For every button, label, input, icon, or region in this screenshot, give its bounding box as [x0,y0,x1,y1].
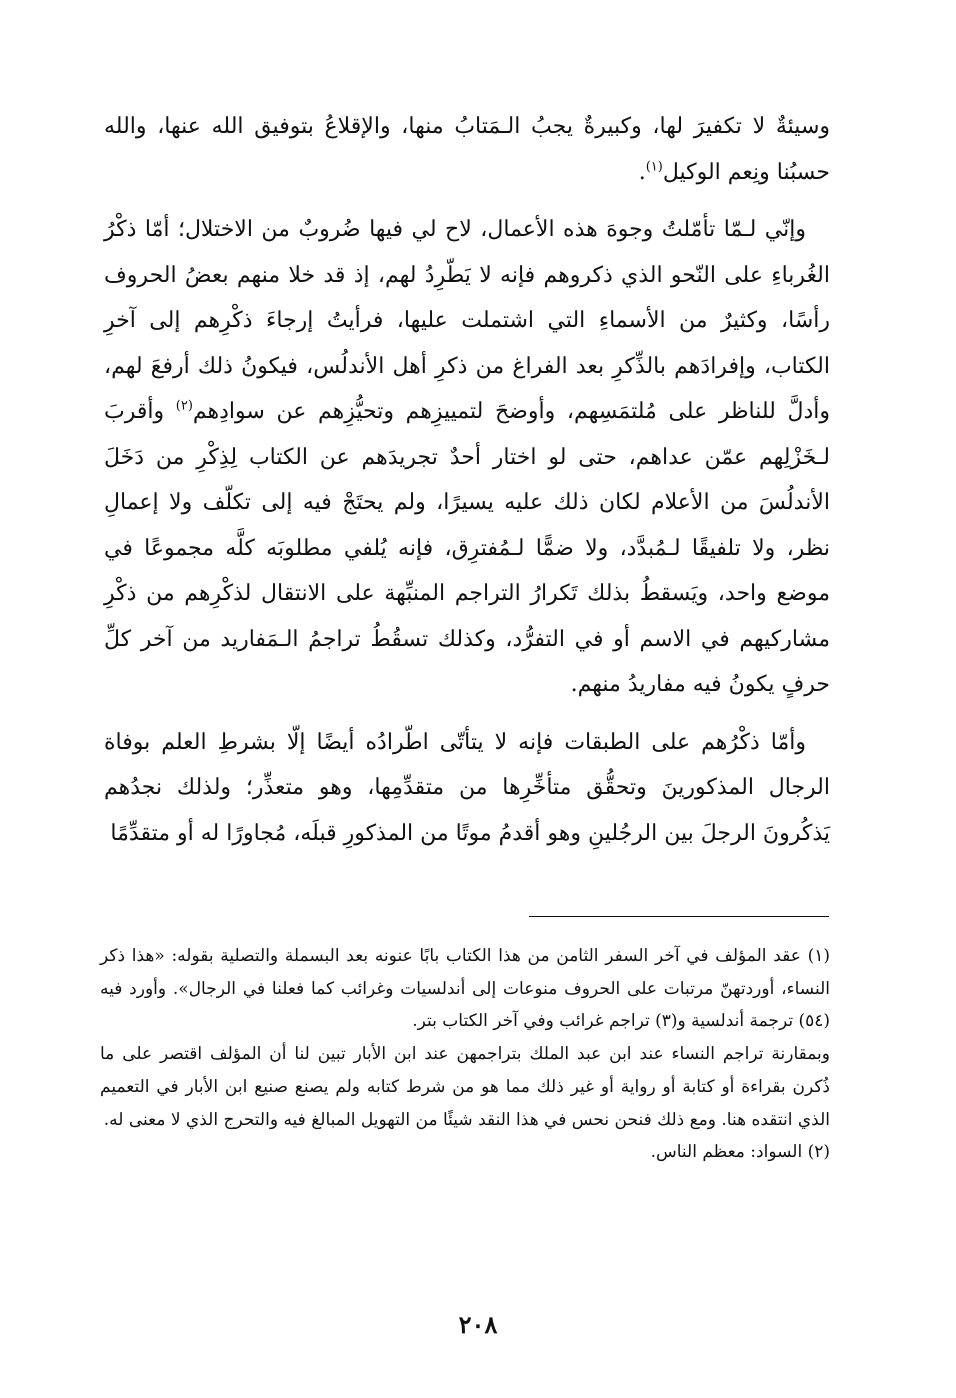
paragraph-2-text-b: وأقربَ لـخَزْلِهم عمّن عداهم، حتى لو اختار أحدٌ تجريدَهم عن الكتاب لِذِكْرِ من دَخَلَ الأندلُسَ من الأعلام لكان ذلك عليه يسيرًا، ولم يحتَجْ فيه إلى تكلّف ولا إعمالِ نظر، ولا تلفيقًا لـمُبدَّد، ولا ضمًّا لـمُفترِق، فإنه يُلفي مطلوبَه كلَّه مجموعًا في موضع واحد، ويَسقطُ بذلك تَكرارُ التراجم المنبِّهة على الانتقال لذكْرِهم من ذكْرِ مشاركيهم في الاسم أو في التفرُّد، وكذلك تسقُطُ تراجمُ الـمَفاريد من آخر كلِّ حرفٍ يكونُ فيه مفاريدُ منهم. [104,399,830,697]
footnote-ref-1: (١) [645,159,663,175]
paragraph-2-text-a: وإنّي لـمّا تأمّلتُ وجوهَ هذه الأعمال، لاح لي فيها ضُروبٌ من الاختلال؛ أمّا ذكْرُ الغُرباءِ على النّحو الذي ذكروهم فإنه لا يَطّرِدُ لهم، إذ قد خلا منهم بعضُ الحروف رأسًا، وكثيرٌ من الأسماءِ التي اشتملت عليها، فرأيتُ إرجاءَ ذكْرِهم إلى آخرِ الكتاب، وإفرادَهم بالذِّكرِ بعد الفراغ من ذكرِ أهل الأندلُس، فيكونُ ذلك أرفعَ لهم، وأدلَّ للناظر على مُلتمَسِهم، وأوضحَ لتمييزِهم وتحيُّزِهم عن سوادِهم [104,217,830,424]
footnote-1-part-2: وبمقارنة تراجم النساء عند ابن عبد الملك بتراجمهن عند ابن الأبار تبين لنا أن المؤلف اقتصر على ما ذُكرن بقراءة أو كتابة أو رواية أو غير ذلك مما هو من شرط كتابه ولم يصنع صنيع ابن الأبار في التعميم الذي انتقده هنا. ومع ذلك فنحن نحس في هذا النقد شيئًا من التهويل المبالغ فيه والتحرج الذي لا معنى له. [100,1044,830,1130]
footnote-2: (٢) السواد: معظم الناس. [650,1142,830,1163]
footnotes [100,940,830,1169]
paragraph-1-end: . [638,159,646,185]
paragraph-2 [104,207,830,708]
paragraph-3 [104,720,830,857]
footnote-ref-2: (٢) [175,398,193,414]
footnote-divider [529,916,829,917]
main-text-body [104,104,830,856]
page-number: ٢٠٨ [458,1310,498,1339]
paragraph-1 [104,104,830,195]
footnote-1-part-1: (١) عقد المؤلف في آخر السفر الثامن من هذا الكتاب بابًا عنونه بعد البسملة والتصلية بقوله: «هذا ذكر النساء، أوردتهنّ مرتبات على الحروف منوعات إلى أندلسيات وغرائب كما فعلنا في الرجال». وأورد فيه (٥٤) ترجمة أندلسية و(٣) تراجم غرائب وفي آخر الكتاب بتر. [100,946,830,1032]
paragraph-1-text: وسيئةٌ لا تكفيرَ لها، وكبيرةٌ يجبُ الـمَتابُ منها، والإقلاعُ بتوفيق الله عنها، والله حسبُنا ونِعم الوكيل [104,114,830,185]
paragraph-3-text: وأمّا ذكْرُهم على الطبقات فإنه لا يتأتّى اطّرادُه أيضًا إلّا بشرطِ العلم بوفاة الرجال المذكورينَ وتحقُّق متأخِّرِها من متقدِّمِها، وهو متعذِّر؛ ولذلك نجدُهم يَذكُرونَ الرجلَ بين الرجُلينِ وهو أقدمُ موتًا من المذكورِ قبلَه، مُجاورًا له أو متقدِّمًا [104,729,830,846]
